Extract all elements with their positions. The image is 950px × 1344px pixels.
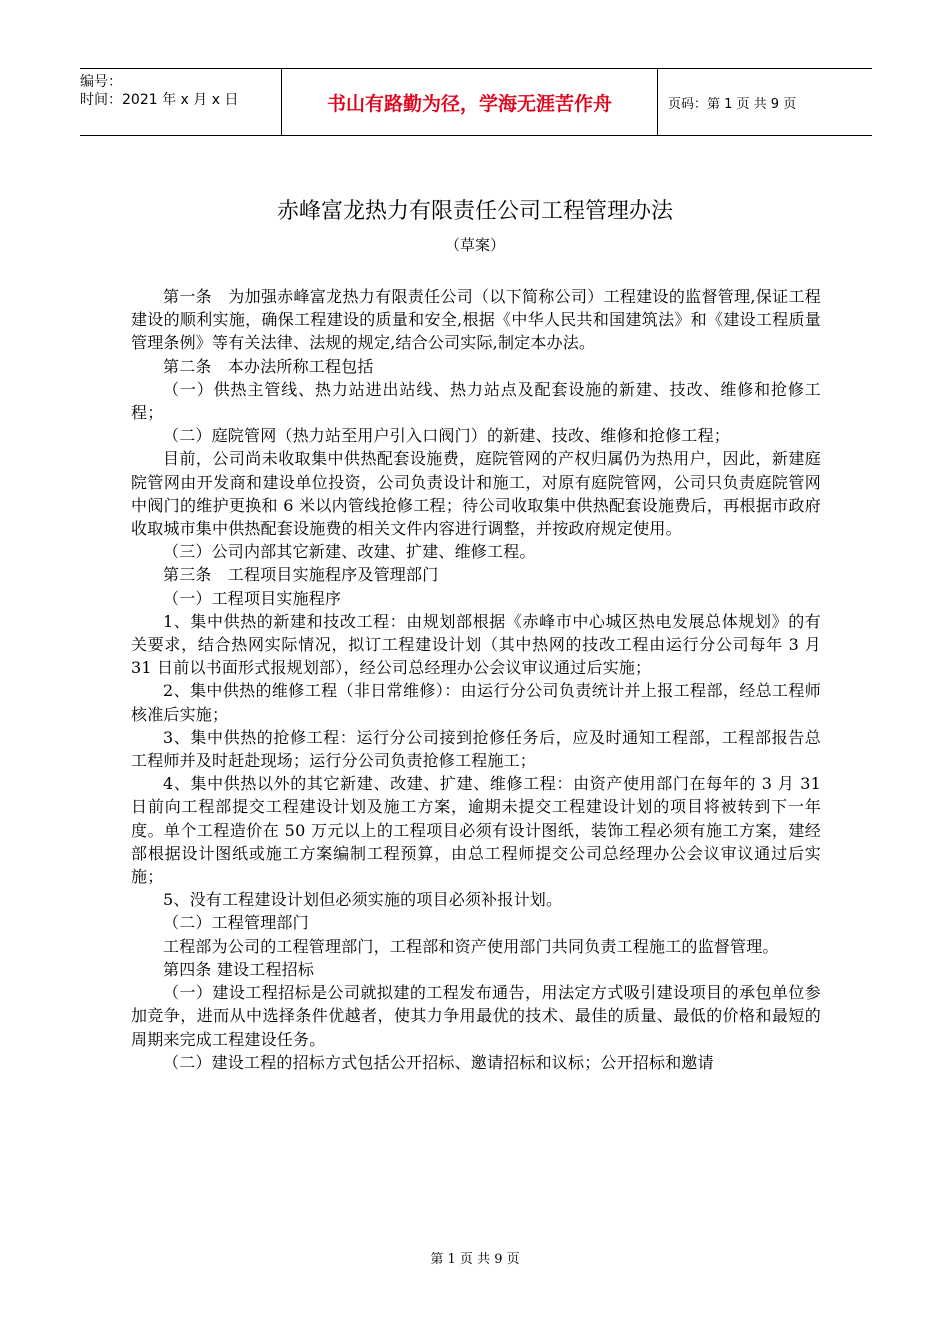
paragraph: 第三条 工程项目实施程序及管理部门: [163, 565, 439, 585]
document-body: [131, 285, 821, 1074]
page-footer: 第 1 页 共 9 页: [430, 1252, 520, 1267]
document-title: 赤峰富龙热力有限责任公司工程管理办法: [276, 199, 673, 224]
paragraph: （一）供热主管线、热力站进出站线、热力站点及配套设施的新建、技改、维修和抢修工程；: [131, 379, 821, 423]
page-header: [80, 68, 872, 136]
paragraph: （一）工程项目实施程序: [163, 588, 342, 608]
paragraph: 工程部为公司的工程管理部门，工程部和资产使用部门共同负责工程施工的监督管理。: [163, 936, 779, 956]
paragraph: 4、集中供热以外的其它新建、改建、扩建、维修工程：由资产使用部门在每年的 3 月 31 日前向工程部提交工程建设计划及施工方案，逾期未提交工程建设计划的项目将被转到下一年度。单个工程造价在 50 万元以上的工程项目必须有设计图纸，装饰工程必须有施工方案，建经部根据设计图纸或施工方案编制工程预算，由总工程师提交公司总经理办公会议审议通过后实施；: [131, 774, 821, 887]
header-motto: 书山有路勤为径，学海无涯苦作舟: [281, 69, 658, 135]
paragraph: （二）建设工程的招标方式包括公开招标、邀请招标和议标；公开招标和邀请: [163, 1052, 714, 1072]
paragraph: 第二条 本办法所称工程包括: [163, 356, 374, 376]
paragraph: 3、集中供热的抢修工程：运行分公司接到抢修任务后，应及时通知工程部，工程部报告总工程师并及时赶赴现场；运行分公司负责抢修工程施工；: [131, 727, 821, 771]
paragraph: （二）庭院管网（热力站至用户引入口阀门）的新建、技改、维修和抢修工程；: [163, 426, 731, 446]
number-label: 编号：: [80, 74, 122, 90]
paragraph: （二）工程管理部门: [163, 913, 309, 933]
paragraph: 目前，公司尚未收取集中供热配套设施费，庭院管网的产权归属仍为热用户，因此，新建庭院管网由开发商和建设单位投资，公司负责设计和施工，对原有庭院管网，公司只负责庭院管网中阀门的维护更换和 6 米以内管线抢修工程；待公司收取集中供热配套设施费后，再根据市政府收取城市集中供热配套设施费的相关文件内容进行调整，并按政府规定使用。: [131, 449, 821, 539]
header-meta: [80, 69, 281, 135]
paragraph: 第一条 为加强赤峰富龙热力有限责任公司（以下简称公司）工程建设的监督管理,保证工程建设的顺利实施，确保工程建设的质量和安全,根据《中华人民共和国建筑法》和《建设工程质量管理条例》等有关法律、法规的规定,结合公司实际,制定本办法。: [131, 287, 821, 353]
paragraph: （一）建设工程招标是公司就拟建的工程发布通告，用法定方式吸引建设项目的承包单位参加竞争，进而从中选择条件优越者，使其力争用最优的技术、最佳的质量、最低的价格和最短的周期来完成工程建设任务。: [131, 983, 821, 1049]
header-page-info: 页码：第 1 页 共 9 页: [668, 96, 797, 112]
paragraph: 5、没有工程建设计划但必须实施的项目必须补报计划。: [163, 890, 563, 910]
paragraph: 第四条 建设工程招标: [163, 959, 315, 979]
document-subtitle: （草案）: [444, 236, 505, 254]
paragraph: 2、集中供热的维修工程（非日常维修）：由运行分公司负责统计并上报工程部，经总工程师核准后实施；: [131, 681, 821, 724]
paragraph: 1、集中供热的新建和技改工程：由规划部根据《赤峰市中心城区热电发展总体规划》的有关要求，结合热网实际情况，拟订工程建设计划（其中热网的技改工程由运行分公司每年 3 月 31 日前以书面形式报规划部），经公司总经理办公会议审议通过后实施；: [131, 611, 821, 678]
time-label: 时间：2021 年 x 月 x 日: [80, 92, 239, 108]
paragraph: （三）公司内部其它新建、改建、扩建、维修工程。: [163, 542, 536, 562]
